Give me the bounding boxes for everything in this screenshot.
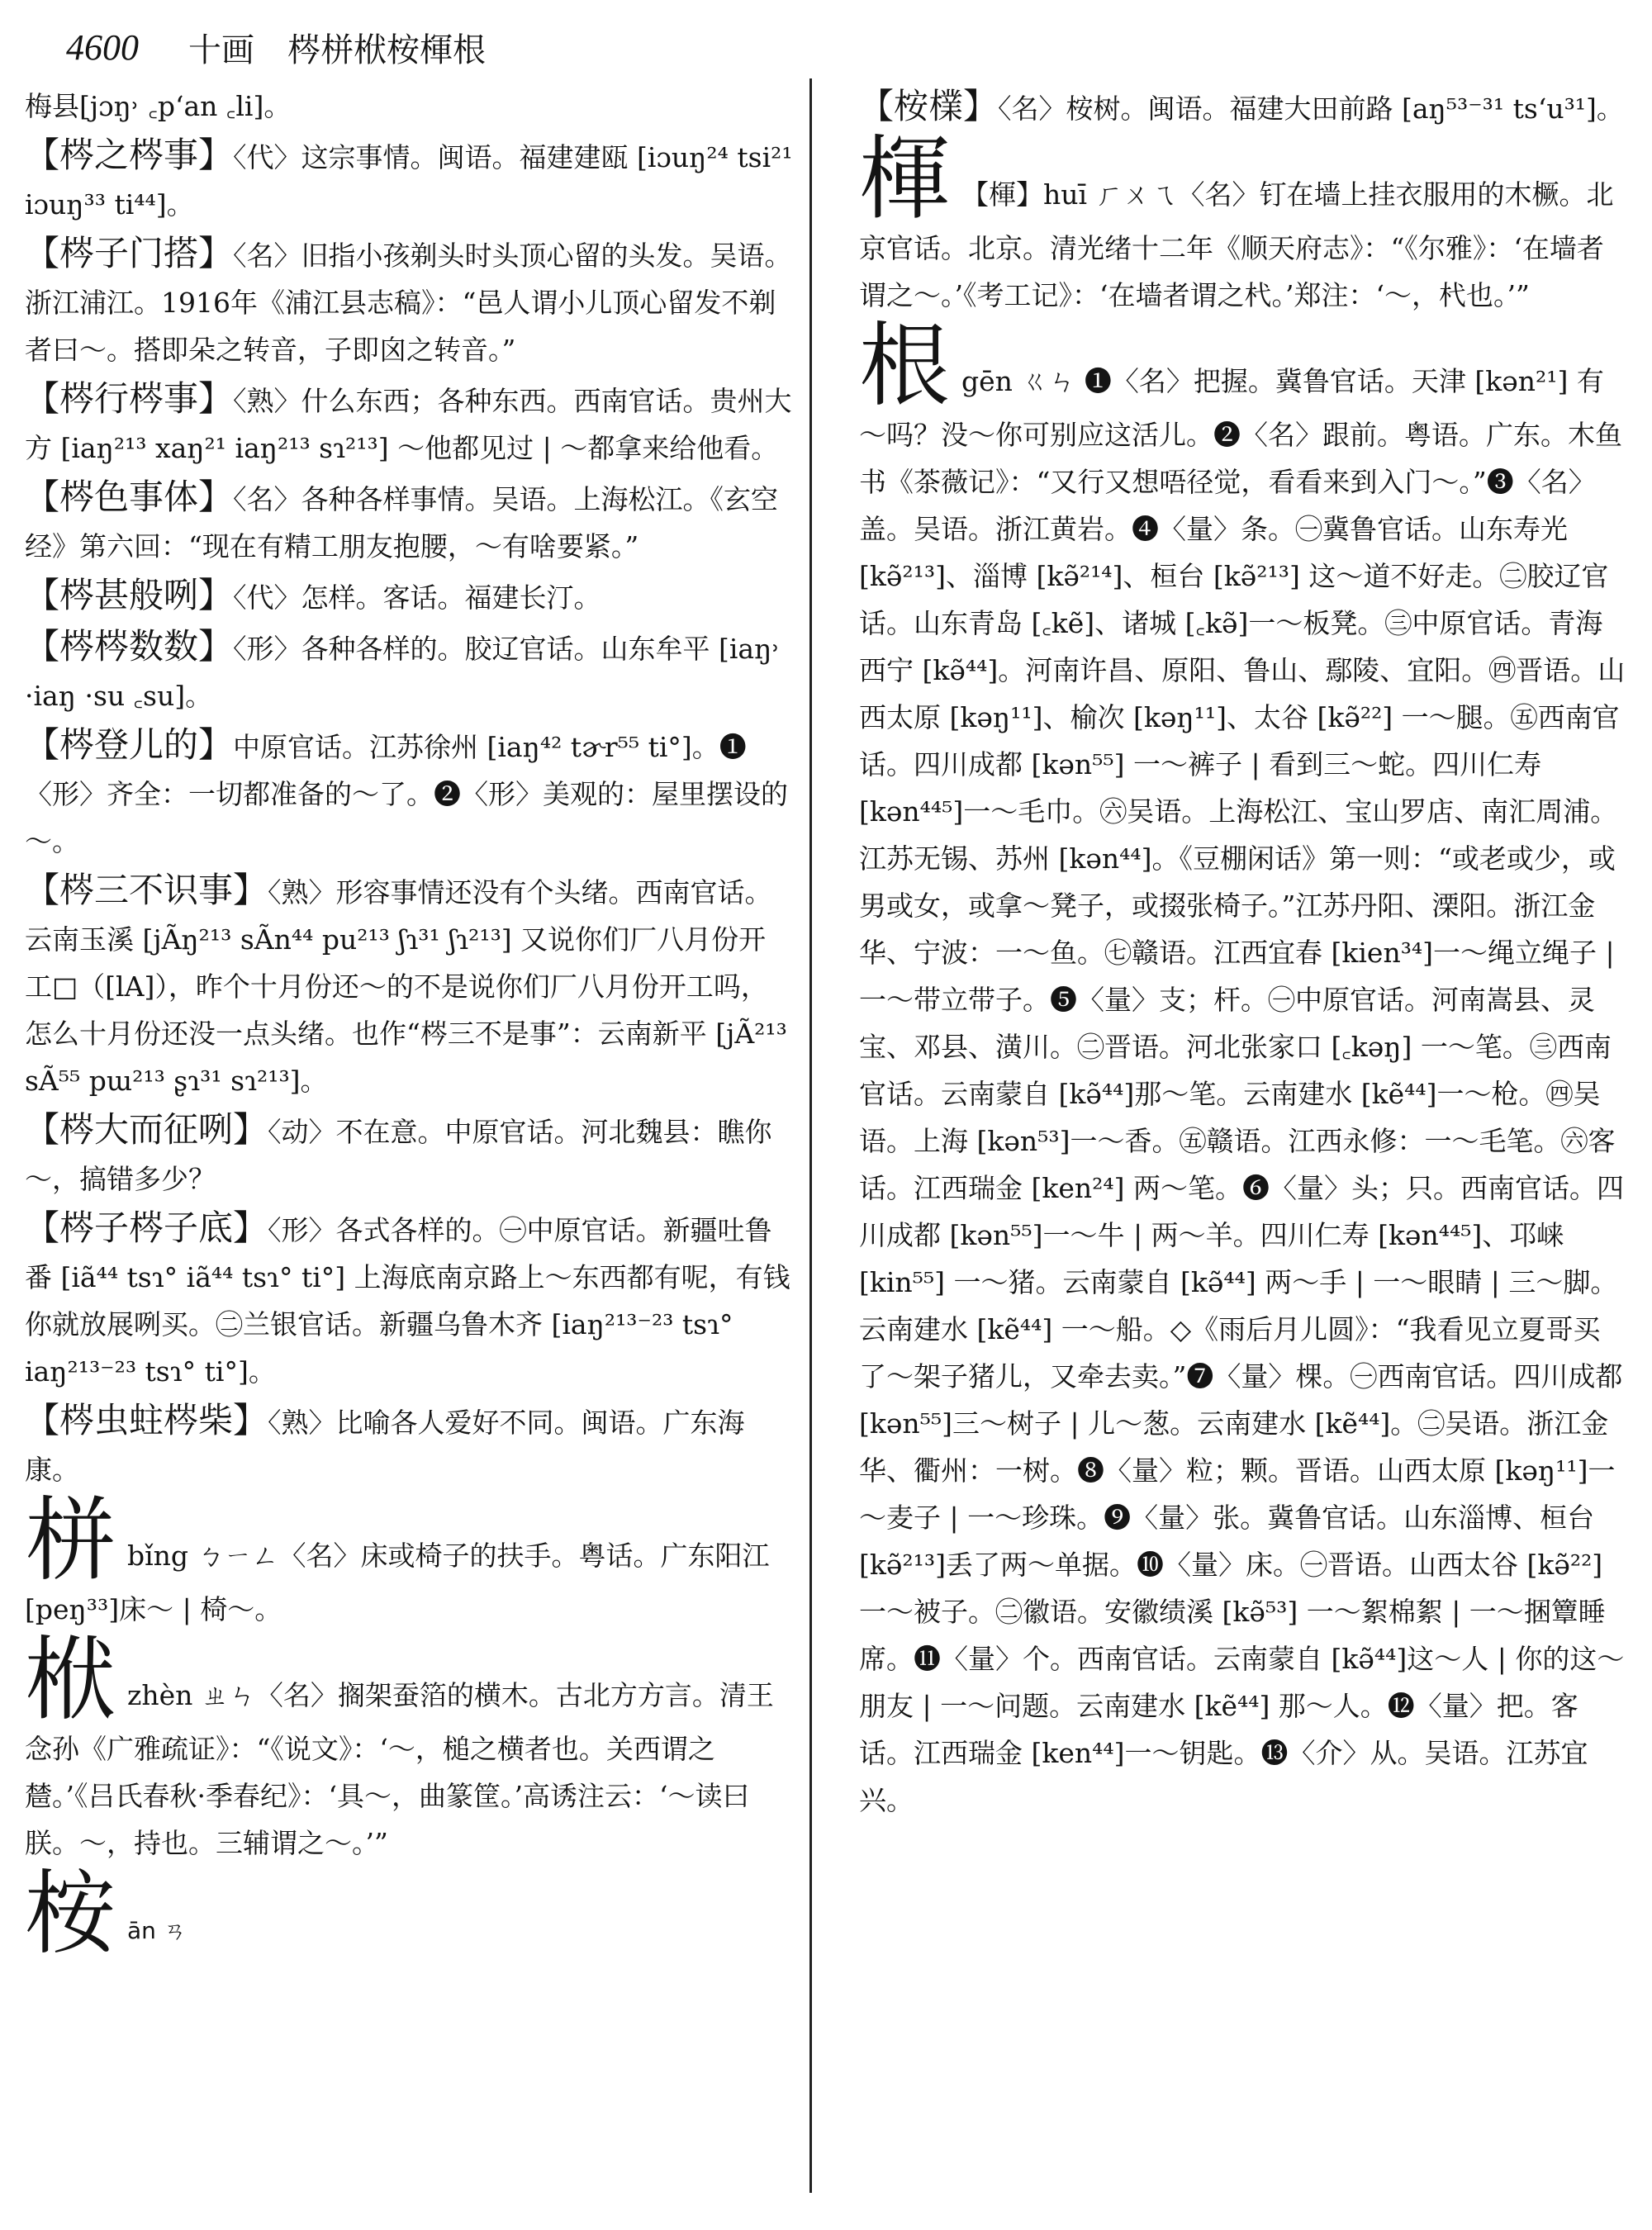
dictionary-entry: 【梣行梣事】〈熟〉什么东西；各种东西。西南官话。贵州大方 [iaŋ²¹³ xaŋ²¹ iaŋ²¹³ sɿ²¹³] ～他都见过 | ～都拿来给他看。 (25, 378, 792, 464)
dictionary-entry: 【梣甚般咧】〈代〉怎样。客话。福建长汀。 (25, 575, 601, 615)
char-entry: 栟bǐng ㄅㄧㄥ〈名〉床或椅子的扶手。粤话。广东阳江 [peŋ³³]床～ | 椅～。 (25, 1487, 770, 1625)
dictionary-entry: 【梣色事体】〈名〉各种各样事情。吴语。上海松江。《玄空经》第六回：“现在有精工朋友抱腰，～有啥要紧。” (25, 477, 779, 562)
page-header (66, 18, 486, 76)
char-entry: 桉ān ㄢ (25, 1861, 187, 1967)
dictionary-entry: 【梣大而征咧】〈动〉不在意。中原官话。河北魏县：瞧你～，搞错多少？ (25, 1109, 772, 1195)
dictionary-entry: 【桉檏】〈名〉桉树。闽语。福建大田前路 [aŋ⁵³⁻³¹ ts‘u³¹]。 (859, 86, 1624, 126)
header-chars: 梣栟栿桉楎根 (287, 31, 486, 69)
section-title: 十画 (188, 31, 254, 69)
dictionary-entry: 【梣登儿的】中原官话。江苏徐州 [iaŋ⁴² tɚr⁵⁵ ti°]。❶〈形〉齐全：一切都准备的～了。❷〈形〉美观的：屋里摆设的～。 (25, 724, 788, 857)
page-number: 4600 (66, 26, 139, 68)
dictionary-entry: 【梣梣数数】〈形〉各种各样的。胶辽官话。山东牟平 [iaŋ˒ ·iaŋ ·su ꜀su]。 (25, 626, 781, 712)
char-entry: 楎 【楎】huī ㄏㄨㄟ〈名〉钉在墙上挂衣服用的木橛。北京官话。北京。清光绪十二年《顺天府志》：“《尔雅》：‘在墙者谓之～。’《考工记》：‘在墙者谓之杙。’郑注：‘～，杙也。’” (859, 126, 1614, 311)
right-column (859, 83, 1627, 1825)
char-entry: 根gēn ㄍㄣ ❶〈名〉把握。冀鲁官话。天津 [kən²¹] 有～吗？没～你可别应这活儿。❷〈名〉跟前。粤语。广东。木鱼书《茶薇记》：“又行又想唔径觉，看看来到入门～。”❸〈名〉盖。吴语。浙江黄岩。❹〈量〉条。㊀冀鲁官话。山东寿光 [kə̃²¹³]、淄博 [kə̃²¹⁴]、桓台 [kə̃²¹³] 这～道不好走。㊁胶辽官话。山东青岛 [꜀kẽ]、诸城 [꜀kə̃]一～板凳。㊂中原官话。青海西宁 [kə̃⁴⁴]。河南许昌、原阳、鲁山、鄢陵、宜阳。㊃晋语。山西太原 [kəŋ¹¹]、榆次 [kəŋ¹¹]、太谷 [kə̃²²] 一～腿。㊄西南官话。四川成都 [kən⁵⁵] 一～裤子 | 看到三～蛇。四川仁寿 [kən⁴⁴⁵]一～毛巾。㊅吴语。上海松江、宝山罗店、南汇周浦。江苏无锡、苏州 [kən⁴⁴]。《豆棚闲话》第一则：“或老或少，或男或女，或拿～凳子，或掇张椅子。”江苏丹阳、溧阳。浙江金华、宁波：一～鱼。㊆赣语。江西宜春 [kien³⁴]一～绳立绳子 | 一～带立带子。❺〈量〉支；杆。㊀中原官话。河南嵩县、灵宝、邓县、潢川。㊁晋语。河北张家口 [꜀kəŋ] 一～笔。㊂西南官话。云南蒙自 [kə̃⁴⁴]那～笔。云南建水 [kẽ⁴⁴]一～枪。㊃吴语。上海 [kən⁵³]一～香。㊄赣语。江西永修：一～毛笔。㊅客话。江西瑞金 [ken²⁴] 两～笔。❻〈量〉头；只。西南官话。四川成都 [kən⁵⁵]一～牛 | 两～羊。四川仁寿 [kən⁴⁴⁵]、邛崃 [kin⁵⁵] 一～猪。云南蒙自 [kə̃⁴⁴] 两～手 | 一～眼睛 | 三～脚。云南建水 [kẽ⁴⁴] 一～船。◇《雨后月儿圆》：“我看见立夏哥买了～架子猪儿，又牵去卖。”❼〈量〉棵。㊀西南官话。四川成都 [kən⁵⁵]三～树子 | 儿～葱。云南建水 [kẽ⁴⁴]。㊁吴语。浙江金华、衢州：一树。❽〈量〉粒；颗。晋语。山西太原 [kəŋ¹¹]一～麦子 | 一～珍珠。❾〈量〉张。冀鲁官话。山东淄博、桓台 [kə̃²¹³]丢了两～单据。❿〈量〉床。㊀晋语。山西太谷 [kə̃²²]一～被子。㊁徽语。安徽绩溪 [kə̃⁵³] 一～絮棉絮 | 一～捆簟睡席。⓫〈量〉个。西南官话。云南蒙自 [kə̃⁴⁴]这～人 | 你的这～朋友 | 一～问题。云南建水 [kẽ⁴⁴] 那～人。⓬〈量〉把。客话。江西瑞金 [ken⁴⁴]一～钥匙。⓭〈介〉从。吴语。江苏宜兴。 (859, 313, 1626, 1816)
dictionary-entry: 【梣子梣子底】〈形〉各式各样的。㊀中原官话。新疆吐鲁番 [iã⁴⁴ tsɿ° iã⁴⁴ tsɿ° ti°] 上海底南京路上～东西都有呢，有钱你就放展咧买。㊁兰银官话。新疆乌鲁木齐 [iaŋ²¹³⁻²³ tsɿ° iaŋ²¹³⁻²³ tsɿ° ti°]。 (25, 1208, 790, 1388)
dictionary-entry: 【梣子门搭】〈名〉旧指小孩剃头时头顶心留的头发。吴语。浙江浦江。1916年《浦江县志稿》：“邑人谓小儿顶心留发不剃者曰～。搭即朵之转音，子即囟之转音。” (25, 233, 792, 366)
dictionary-entry: 【梣之梣事】〈代〉这宗事情。闽语。福建建瓯 [iɔuŋ²⁴ tsi²¹ iɔuŋ³³ ti⁴⁴]。 (25, 135, 793, 221)
dictionary-entry: 【梣虫蛀梣柴】〈熟〉比喻各人爱好不同。闽语。广东海康。 (25, 1400, 745, 1486)
left-column (25, 83, 793, 1967)
char-entry: 栿zhèn ㄓㄣ〈名〉搁架蚕箔的横木。古北方方言。清王念孙《广雅疏证》：“《说文》：‘～，槌之横者也。关西谓之㯄。’《吕氏春秋·季春纪》：‘具～，曲篆筐。’高诱注云：‘～读曰朕。～，持也。三辅谓之～。’” (25, 1627, 774, 1859)
continuation-text: 梅县[jɔŋ˒ ꜀p‘an ꜀li]。 (25, 90, 292, 122)
dictionary-entry: 【梣三不识事】〈熟〉形容事情还没有个头绪。西南官话。云南玉溪 [jÃŋ²¹³ sÃn⁴⁴ pu²¹³ ʃɿ³¹ ʃɿ²¹³] 又说你们厂八月份开工□（[lA]），昨个十月份还～的不是说你们厂八月份开工吗，怎么十月份还没一点头绪。也作“梣三不是事”：云南新平 [jÃ²¹³ sÃ⁵⁵ pɯ²¹³ ʂɿ³¹ sɿ²¹³]。 (25, 870, 787, 1097)
column-divider (809, 78, 812, 2193)
